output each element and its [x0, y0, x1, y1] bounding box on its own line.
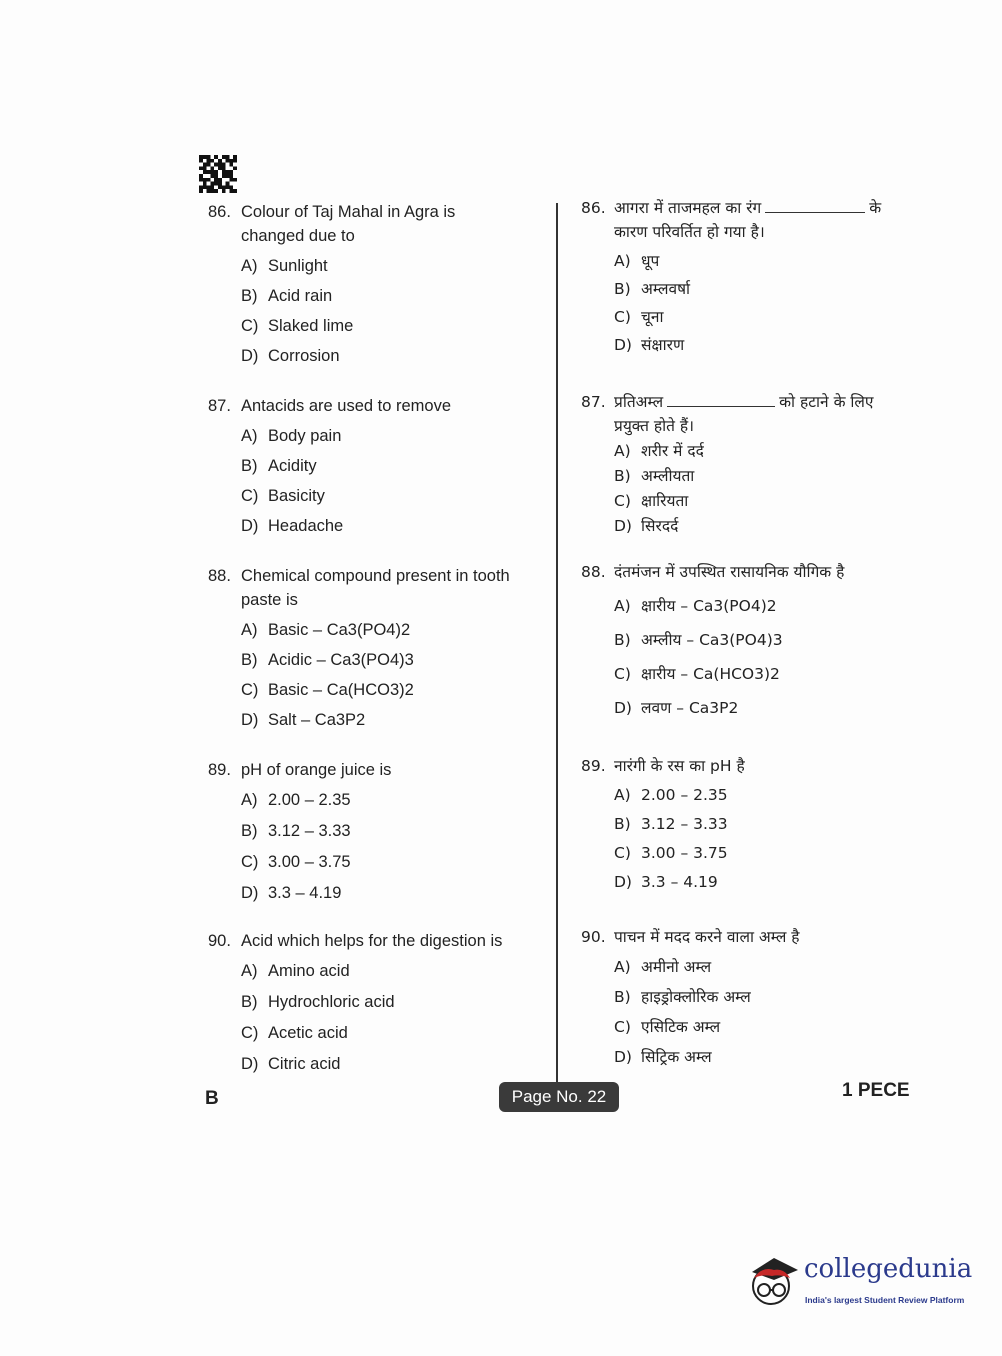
question-87-hi: [581, 390, 911, 538]
option-b: B) Acidity: [241, 457, 317, 475]
mascot-icon: [744, 1250, 802, 1310]
stem-line: pH of orange juice is: [241, 761, 392, 779]
options-list: [581, 783, 911, 894]
stem-line: Acid which helps for the digestion is: [241, 932, 503, 950]
option-d: D) Headache: [241, 517, 344, 535]
options-list: [208, 959, 538, 1076]
stem-line: Antacids are used to remove: [241, 397, 452, 415]
question-stem: [208, 929, 538, 953]
question-86-hi: [581, 196, 911, 357]
stem-line: Chemical compound present in tooth: [241, 567, 510, 585]
option-b: B) Hydrochloric acid: [241, 993, 395, 1011]
question-88-en: [208, 564, 538, 732]
paper-code: 1 PECE: [842, 1080, 910, 1101]
option-b: B) अम्लीय – Ca3(PO4)3: [614, 631, 783, 649]
option-d: D) 3.3 – 4.19: [241, 884, 342, 902]
option-a: A) 2.00 – 2.35: [614, 786, 728, 804]
stem-text-c: प्रयुक्त होते हैं।: [614, 417, 694, 435]
option-d: D) Citric acid: [241, 1055, 341, 1073]
column-divider: [556, 203, 558, 1083]
option-c: C) 3.00 – 3.75: [614, 844, 728, 862]
stem-line: changed due to: [241, 227, 355, 245]
question-number: 86.: [208, 203, 231, 221]
option-a: A) Basic – Ca3(PO4)2: [241, 621, 411, 639]
option-d: D) 3.3 – 4.19: [614, 873, 718, 891]
logo-tagline: India's largest Student Review Platform: [805, 1295, 965, 1305]
option-d: D) संक्षारण: [614, 336, 685, 354]
options-list: [208, 788, 538, 905]
question-89-en: [208, 758, 538, 905]
stem-text-a: दंतमंजन में उपस्थित रासायनिक यौगिक है: [614, 563, 845, 581]
stem-line: Colour of Taj Mahal in Agra is: [241, 203, 456, 221]
option-a: A) 2.00 – 2.35: [241, 791, 351, 809]
option-b: B) अम्लवर्षा: [614, 280, 691, 298]
fill-in-blank: [667, 392, 775, 407]
option-b: B) हाइड्रोक्लोरिक अम्ल: [614, 988, 751, 1006]
option-a: A) Sunlight: [241, 257, 328, 275]
question-89-hi: [581, 754, 911, 894]
question-stem: [208, 394, 538, 418]
logo-name: collegedunia: [804, 1254, 973, 1284]
stem-text-b: को हटाने के लिए: [779, 393, 874, 411]
option-c: C) Basicity: [241, 487, 325, 505]
stem-line: paste is: [241, 591, 298, 609]
question-stem: [581, 390, 911, 438]
options-list: [208, 254, 538, 368]
option-d: D) Salt – Ca3P2: [241, 711, 366, 729]
stem-text-c: कारण परिवर्तित हो गया है।: [614, 223, 765, 241]
qr-code-icon: [198, 155, 238, 193]
stem-text-a: आगरा में ताजमहल का रंग: [614, 199, 762, 217]
question-stem: [208, 564, 538, 612]
question-number: 88.: [581, 563, 606, 581]
option-d: D) लवण – Ca3P2: [614, 699, 739, 717]
collegedunia-logo: [744, 1250, 974, 1312]
stem-text-b: के: [869, 199, 882, 217]
option-a: A) क्षारीय – Ca3(PO4)2: [614, 597, 777, 615]
option-a: A) अमीनो अम्ल: [614, 958, 712, 976]
option-a: A) शरीर में दर्द: [614, 442, 704, 460]
option-a: A) Body pain: [241, 427, 342, 445]
option-a: A) Amino acid: [241, 962, 350, 980]
option-c: C) चूना: [614, 308, 664, 326]
page-number-badge: Page No. 22: [499, 1082, 619, 1112]
option-c: C) 3.00 – 3.75: [241, 853, 351, 871]
question-number: 90.: [581, 928, 606, 946]
question-number: 89.: [581, 757, 606, 775]
question-stem: [581, 925, 911, 949]
option-b: B) 3.12 – 3.33: [614, 815, 728, 833]
option-c: C) एसिटिक अम्ल: [614, 1018, 721, 1036]
question-stem: [581, 196, 911, 244]
option-d: D) Corrosion: [241, 347, 340, 365]
options-list: [581, 955, 911, 1069]
option-b: B) Acid rain: [241, 287, 333, 305]
question-number: 86.: [581, 199, 606, 217]
option-c: C) Slaked lime: [241, 317, 354, 335]
option-c: C) क्षारीय – Ca(HCO3)2: [614, 665, 780, 683]
options-list: [208, 424, 538, 538]
question-stem: [208, 200, 538, 248]
question-number: 87.: [581, 393, 606, 411]
question-number: 90.: [208, 932, 231, 950]
option-c: C) Acetic acid: [241, 1024, 348, 1042]
question-87-en: [208, 394, 538, 538]
question-86-en: [208, 200, 538, 368]
question-90-hi: [581, 925, 911, 1069]
question-stem: [581, 754, 911, 778]
question-90-en: [208, 929, 538, 1076]
question-88-hi: [581, 560, 911, 720]
option-d: D) सिट्रिक अम्ल: [614, 1048, 712, 1066]
booklet-series: B: [205, 1088, 219, 1109]
options-list: [581, 439, 911, 538]
options-list: [208, 618, 538, 732]
option-b: B) Acidic – Ca3(PO4)3: [241, 651, 414, 669]
question-stem: [208, 758, 538, 782]
question-number: 87.: [208, 397, 231, 415]
option-c: C) Basic – Ca(HCO3)2: [241, 681, 414, 699]
options-list: [581, 594, 911, 720]
stem-text-a: नारंगी के रस का pH है: [614, 757, 745, 775]
fill-in-blank: [765, 198, 865, 213]
question-stem: [581, 560, 911, 584]
option-b: B) 3.12 – 3.33: [241, 822, 351, 840]
option-c: C) क्षारियता: [614, 492, 689, 510]
option-a: A) धूप: [614, 252, 660, 270]
option-b: B) अम्लीयता: [614, 467, 695, 485]
stem-text-a: प्रतिअम्ल: [614, 393, 664, 411]
options-list: [581, 249, 911, 357]
stem-text-a: पाचन में मदद करने वाला अम्ल है: [614, 928, 800, 946]
option-d: D) सिरदर्द: [614, 517, 679, 535]
question-number: 88.: [208, 567, 231, 585]
question-number: 89.: [208, 761, 231, 779]
